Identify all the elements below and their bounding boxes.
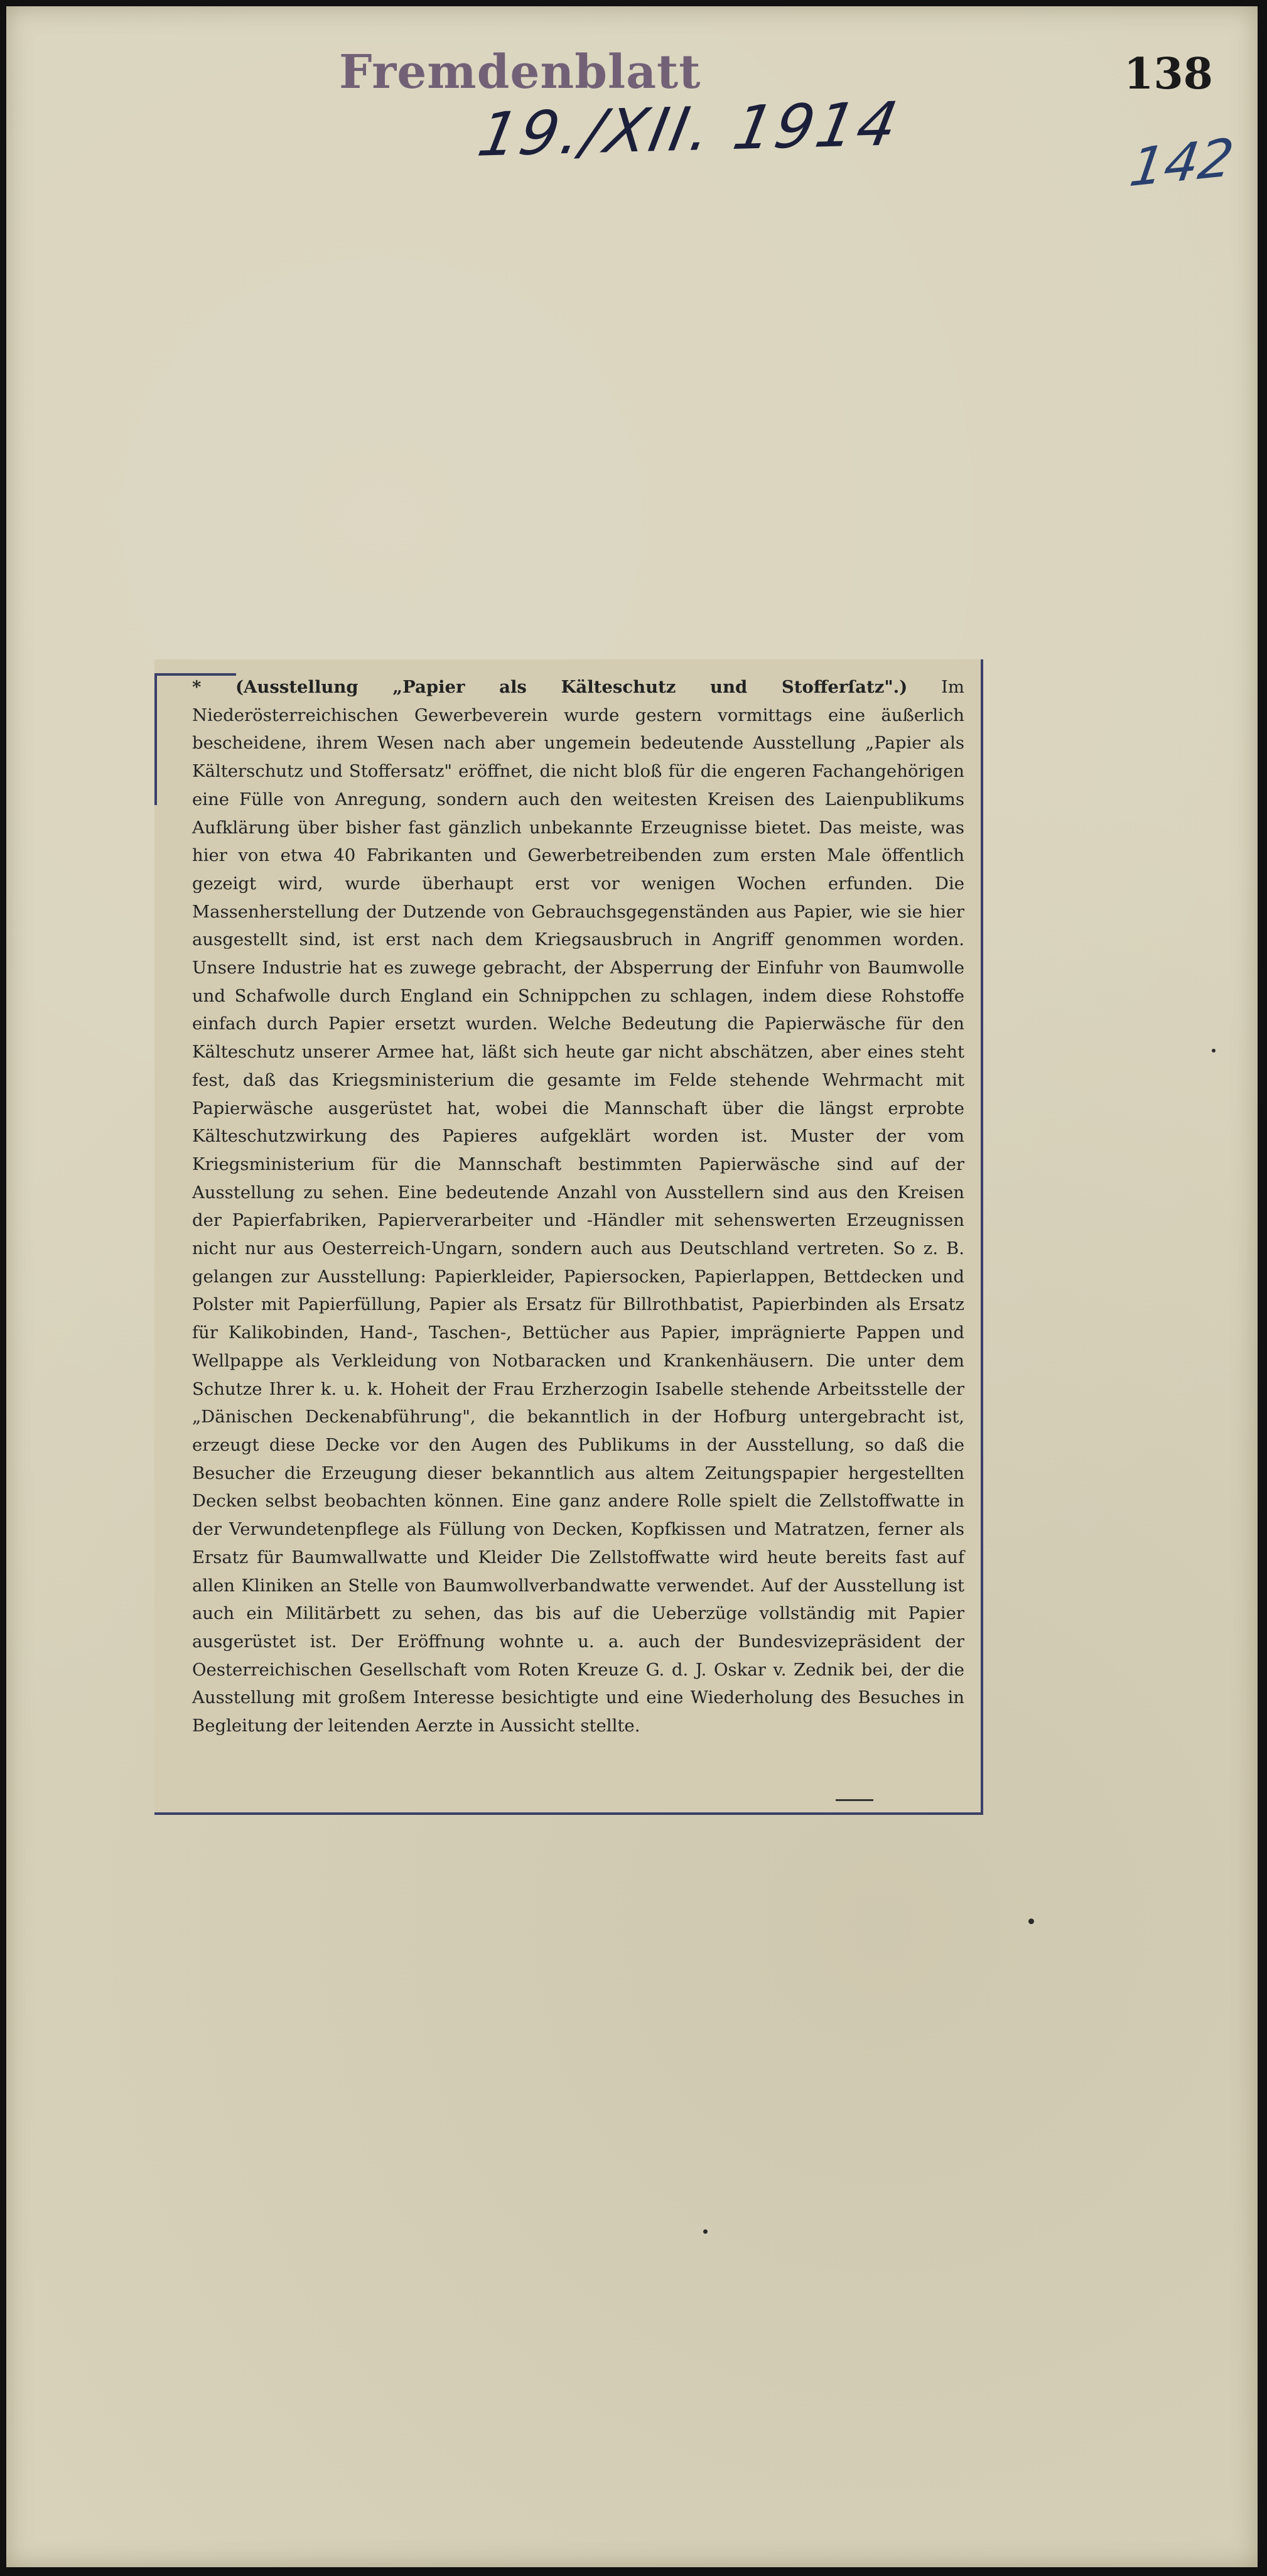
newspaper-stamp: Fremdenblatt <box>339 45 701 99</box>
handwritten-date: 19./XII. 1914 <box>472 89 905 170</box>
article-end-rule <box>836 1799 873 1801</box>
archive-number: 142 <box>1126 126 1238 199</box>
newspaper-clipping <box>154 659 983 1815</box>
article-body: Im Niederösterreichischen Gewerbeverein wurde gestern vormittags eine äußerlich bescheidene, ihrem Wesen nach aber ungemein bedeutende Ausstellung „Papier als Kälterschutz und Stoffersatz" eröffnet, die nicht bloß für die engeren Fachangehörigen eine Fülle von Anregung, sondern auch den weitesten Kreisen des Laienpublikums Aufklärung über bisher fast gänzlich unbekannte Erzeugnisse bietet. Das meiste, was hier von etwa 40 Fabrikanten und Gewerbetreibenden zum ersten Male öffentlich gezeigt wird, wurde überhaupt erst vor wenigen Wochen erfunden. Die Massenherstellung der Dutzende von Gebrauchsgegenständen aus Papier, wie sie hier ausgestellt sind, ist erst nach dem Kriegsausbruch in Angriff genommen worden. Unsere Industrie hat es zuwege gebracht, der Absperrung der Einfuhr von Baumwolle und Schafwolle durch England ein Schnippchen zu schlagen, indem diese Rohstoffe einfach durch Papier ersetzt wurden. Welche Bedeutung die Papierwäsche für den Kälteschutz unserer Armee hat, läßt sich heute gar nicht abschätzen, aber eines steht fest, daß das Kriegsministerium die gesamte im Felde stehende Wehrmacht mit Papierwäsche ausgerüstet hat, wobei die Mannschaft über die längst erprobte Kälteschutzwirkung des Papieres aufgeklärt worden ist. Muster der vom Kriegsministerium für die Mannschaft bestimmten Papierwäsche sind auf der Ausstellung zu sehen. Eine bedeutende Anzahl von Ausstellern sind aus den Kreisen der Papierfabriken, Papierverarbeiter und -Händler mit sehenswerten Erzeugnissen nicht nur aus Oesterreich-Ungarn, sondern auch aus Deutschland vertreten. So z. B. gelangen zur Ausstellung: Papierkleider, Papiersocken, Papierlappen, Bettdecken und Polster mit Papierfüllung, Papier als Ersatz für Billrothbatist, Papierbinden als Ersatz für Kalikobinden, Hand-, Taschen-, Bettücher aus Papier, imprägnierte Pappen und Wellpappe als Verkleidung von Notbaracken und Krankenhäusern. Die unter dem Schutze Ihrer k. u. k. Hoheit der Frau Erzherzogin Isabelle stehende Arbeitsstelle der „Dänischen Deckenabführung", die bekanntlich in der Hofburg untergebracht ist, erzeugt diese Decke vor den Augen des Publikums in der Ausstellung, so daß die Besucher die Erzeugung dieser bekanntlich aus altem Zeitungspapier hergestellten Decken selbst beobachten können. Eine ganz andere Rolle spielt die Zellstoffwatte in der Verwundetenpflege als Füllung von Decken, Kopfkissen und Matratzen, ferner als Ersatz für Baumwallwatte und Kleider Die Zellstoffwatte wird heute bereits fast auf allen Kliniken an Stelle von Baumwollverbandwatte verwendet. Auf der Ausstellung ist auch ein Militärbett zu sehen, das bis auf die Ueberzüge vollständig mit Papier ausgerüstet ist. Der Eröffnung wohnte u. a. auch der Bundesvizepräsident der Oesterreichischen Gesellschaft vom Roten Kreuze G. d. J. Oskar v. Zednik bei, der die Ausstellung mit großem Interesse besichtigte und eine Wiederholung des Besuches in Begleitung der leitenden Aerzte in Aussicht stellte. <box>192 677 964 1736</box>
paper-speck <box>703 2229 708 2234</box>
pencil-mark-top <box>154 673 236 676</box>
article-heading: * (Ausstellung „Papier als Kälteschutz und Stofferſatz".) <box>192 677 908 697</box>
pencil-mark-left <box>154 673 157 805</box>
paper-speck <box>1028 1918 1034 1924</box>
article-text <box>192 673 964 1740</box>
page-number: 138 <box>1124 49 1213 99</box>
archive-sheet <box>6 6 1258 2567</box>
paper-speck <box>1212 1049 1216 1053</box>
